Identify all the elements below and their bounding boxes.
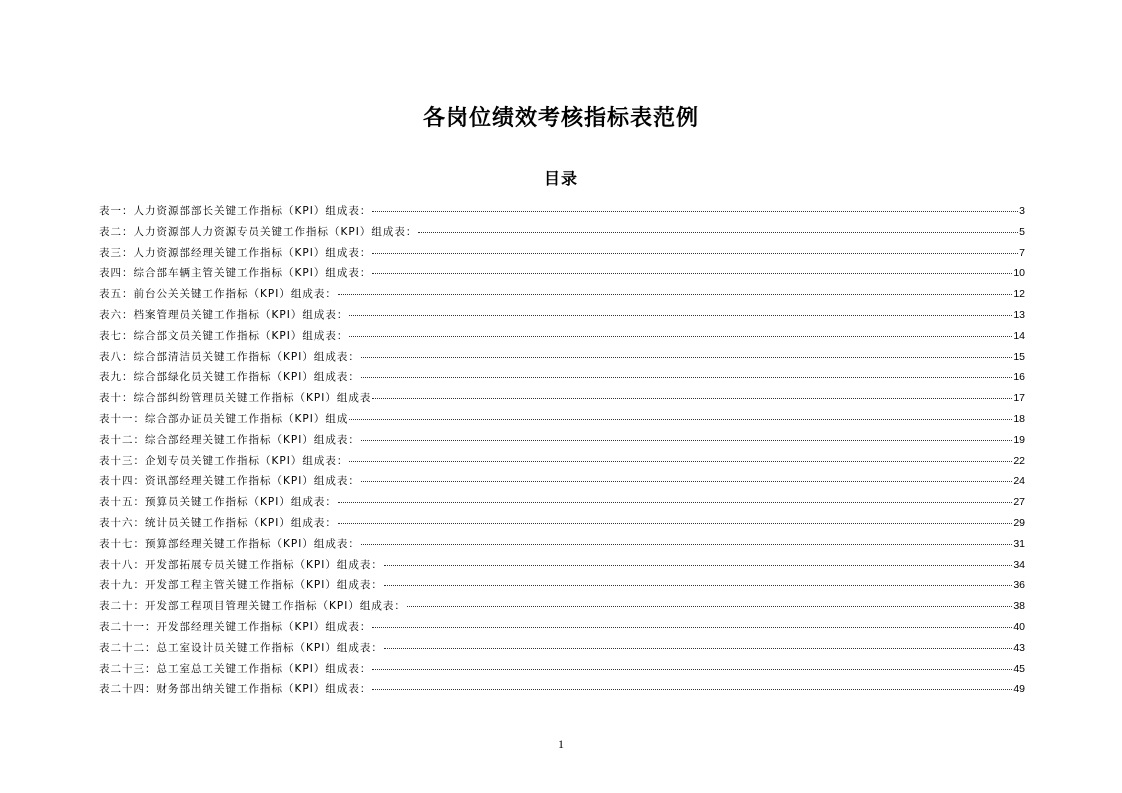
- toc-entry-title: 表二：人力资源部人力资源专员关键工作指标（KPI）组成表：: [99, 225, 418, 238]
- toc-entry[interactable]: [99, 222, 1025, 243]
- toc-heading: 目录: [543, 169, 578, 188]
- toc-entry-title: 表十九：开发部工程主管关键工作指标（KPI）组成表：: [99, 579, 383, 592]
- toc-entry-title: 表七：综合部文员关键工作指标（KPI）组成表：: [99, 329, 349, 342]
- toc-entry-title: 表三：人力资源部经理关键工作指标（KPI）组成表：: [99, 246, 372, 259]
- toc-entry-page: 34: [1013, 558, 1025, 571]
- toc-entry-title: 表十五：预算员关键工作指标（KPI）组成表：: [99, 496, 337, 509]
- toc-entry[interactable]: [99, 263, 1025, 284]
- toc-dot-leader: [372, 273, 1012, 274]
- toc-entry-page: 43: [1013, 641, 1025, 654]
- toc-entry[interactable]: [99, 305, 1025, 326]
- toc-entry-title: 表九：综合部绿化员关键工作指标（KPI）组成表：: [99, 371, 360, 384]
- toc-entry-page: 49: [1013, 683, 1025, 696]
- toc-entry-page: 10: [1013, 267, 1025, 280]
- toc-entry-page: 45: [1013, 662, 1025, 675]
- toc-dot-leader: [372, 253, 1018, 254]
- toc-dot-leader: [349, 336, 1012, 337]
- toc-dot-leader: [361, 481, 1012, 482]
- toc-entry[interactable]: [99, 201, 1025, 222]
- toc-entry-page: 13: [1013, 308, 1025, 321]
- toc-dot-leader: [338, 523, 1012, 524]
- document-title: 各岗位绩效考核指标表范例: [422, 105, 699, 131]
- toc-entry-title: 表二十三：总工室总工关键工作指标（KPI）组成表：: [99, 662, 372, 675]
- toc-entry-page: 12: [1013, 288, 1025, 301]
- toc-entry[interactable]: [99, 555, 1025, 576]
- toc-entry-page: 18: [1013, 412, 1025, 425]
- toc-entry[interactable]: [99, 347, 1025, 368]
- toc-dot-leader: [384, 585, 1012, 586]
- toc-dot-leader: [349, 315, 1012, 316]
- toc-entry-page: 17: [1013, 392, 1025, 405]
- toc-entry-title: 表十八：开发部拓展专员关键工作指标（KPI）组成表：: [99, 558, 383, 571]
- toc-entry-page: 27: [1013, 496, 1025, 509]
- toc-entry[interactable]: [99, 430, 1025, 451]
- toc-entry[interactable]: [99, 513, 1025, 534]
- table-of-contents: [99, 201, 1025, 700]
- toc-entry[interactable]: [99, 679, 1025, 700]
- toc-entry-page: 19: [1013, 433, 1025, 446]
- toc-entry-title: 表二十二：总工室设计员关键工作指标（KPI）组成表：: [99, 641, 383, 654]
- toc-entry[interactable]: [99, 659, 1025, 680]
- toc-entry-page: 15: [1013, 350, 1025, 363]
- toc-entry[interactable]: [99, 596, 1025, 617]
- toc-entry-title: 表十七：预算部经理关键工作指标（KPI）组成表：: [99, 537, 360, 550]
- toc-dot-leader: [384, 648, 1012, 649]
- toc-entry[interactable]: [99, 575, 1025, 596]
- toc-entry[interactable]: [99, 409, 1025, 430]
- toc-entry[interactable]: [99, 492, 1025, 513]
- toc-dot-leader: [372, 398, 1012, 399]
- toc-entry-title: 表一：人力资源部部长关键工作指标（KPI）组成表：: [99, 205, 372, 217]
- toc-entry[interactable]: [99, 243, 1025, 264]
- toc-dot-leader: [372, 669, 1012, 670]
- toc-dot-leader: [361, 544, 1012, 545]
- toc-entry-title: 表十：综合部纠纷管理员关键工作指标（KPI）组成表: [99, 392, 372, 405]
- toc-entry[interactable]: [99, 388, 1025, 409]
- toc-entry[interactable]: [99, 326, 1025, 347]
- toc-dot-leader: [418, 232, 1018, 233]
- toc-entry-page: 22: [1013, 454, 1025, 467]
- toc-dot-leader: [338, 502, 1012, 503]
- toc-entry[interactable]: [99, 471, 1025, 492]
- toc-dot-leader: [407, 606, 1012, 607]
- toc-dot-leader: [338, 294, 1012, 295]
- toc-entry-page: 31: [1013, 537, 1025, 550]
- toc-entry-title: 表二十：开发部工程项目管理关键工作指标（KPI）组成表：: [99, 600, 406, 613]
- toc-entry-page: 40: [1013, 620, 1025, 633]
- toc-entry-title: 表十二：综合部经理关键工作指标（KPI）组成表：: [99, 433, 360, 446]
- toc-dot-leader: [361, 377, 1012, 378]
- toc-entry[interactable]: [99, 534, 1025, 555]
- toc-entry-title: 表十一：综合部办证员关键工作指标（KPI）组成: [99, 412, 349, 425]
- toc-entry-title: 表六：档案管理员关键工作指标（KPI）组成表：: [99, 308, 349, 321]
- toc-entry-page: 14: [1013, 329, 1025, 342]
- toc-entry-title: 表十三：企划专员关键工作指标（KPI）组成表：: [99, 454, 349, 467]
- toc-entry-title: 表二十一：开发部经理关键工作指标（KPI）组成表：: [99, 620, 372, 633]
- toc-entry-title: 表十六：统计员关键工作指标（KPI）组成表：: [99, 516, 337, 529]
- toc-entry-page: 16: [1013, 371, 1025, 384]
- toc-entry[interactable]: [99, 617, 1025, 638]
- toc-entry[interactable]: [99, 284, 1025, 305]
- toc-entry-page: 38: [1013, 600, 1025, 613]
- toc-dot-leader: [361, 357, 1012, 358]
- toc-dot-leader: [372, 689, 1012, 690]
- toc-dot-leader: [372, 627, 1012, 628]
- toc-dot-leader: [372, 211, 1018, 212]
- toc-dot-leader: [349, 461, 1012, 462]
- toc-entry-page: 36: [1013, 579, 1025, 592]
- toc-dot-leader: [384, 565, 1012, 566]
- toc-entry-title: 表二十四：财务部出纳关键工作指标（KPI）组成表：: [99, 683, 372, 696]
- toc-entry-title: 表五：前台公关关键工作指标（KPI）组成表：: [99, 288, 337, 301]
- toc-entry-page: 3: [1019, 205, 1025, 217]
- toc-entry[interactable]: [99, 367, 1025, 388]
- toc-entry-title: 表十四：资讯部经理关键工作指标（KPI）组成表：: [99, 475, 360, 488]
- page-number: 1: [558, 737, 564, 751]
- toc-entry-title: 表四：综合部车辆主管关键工作指标（KPI）组成表：: [99, 267, 372, 280]
- toc-entry-page: 29: [1013, 516, 1025, 529]
- toc-dot-leader: [361, 440, 1012, 441]
- toc-dot-leader: [349, 419, 1012, 420]
- toc-entry[interactable]: [99, 451, 1025, 472]
- toc-entry-page: 24: [1013, 475, 1025, 488]
- toc-entry-page: 7: [1019, 246, 1025, 259]
- toc-entry[interactable]: [99, 638, 1025, 659]
- toc-entry-title: 表八：综合部清洁员关键工作指标（KPI）组成表：: [99, 350, 360, 363]
- toc-entry-page: 5: [1019, 225, 1025, 238]
